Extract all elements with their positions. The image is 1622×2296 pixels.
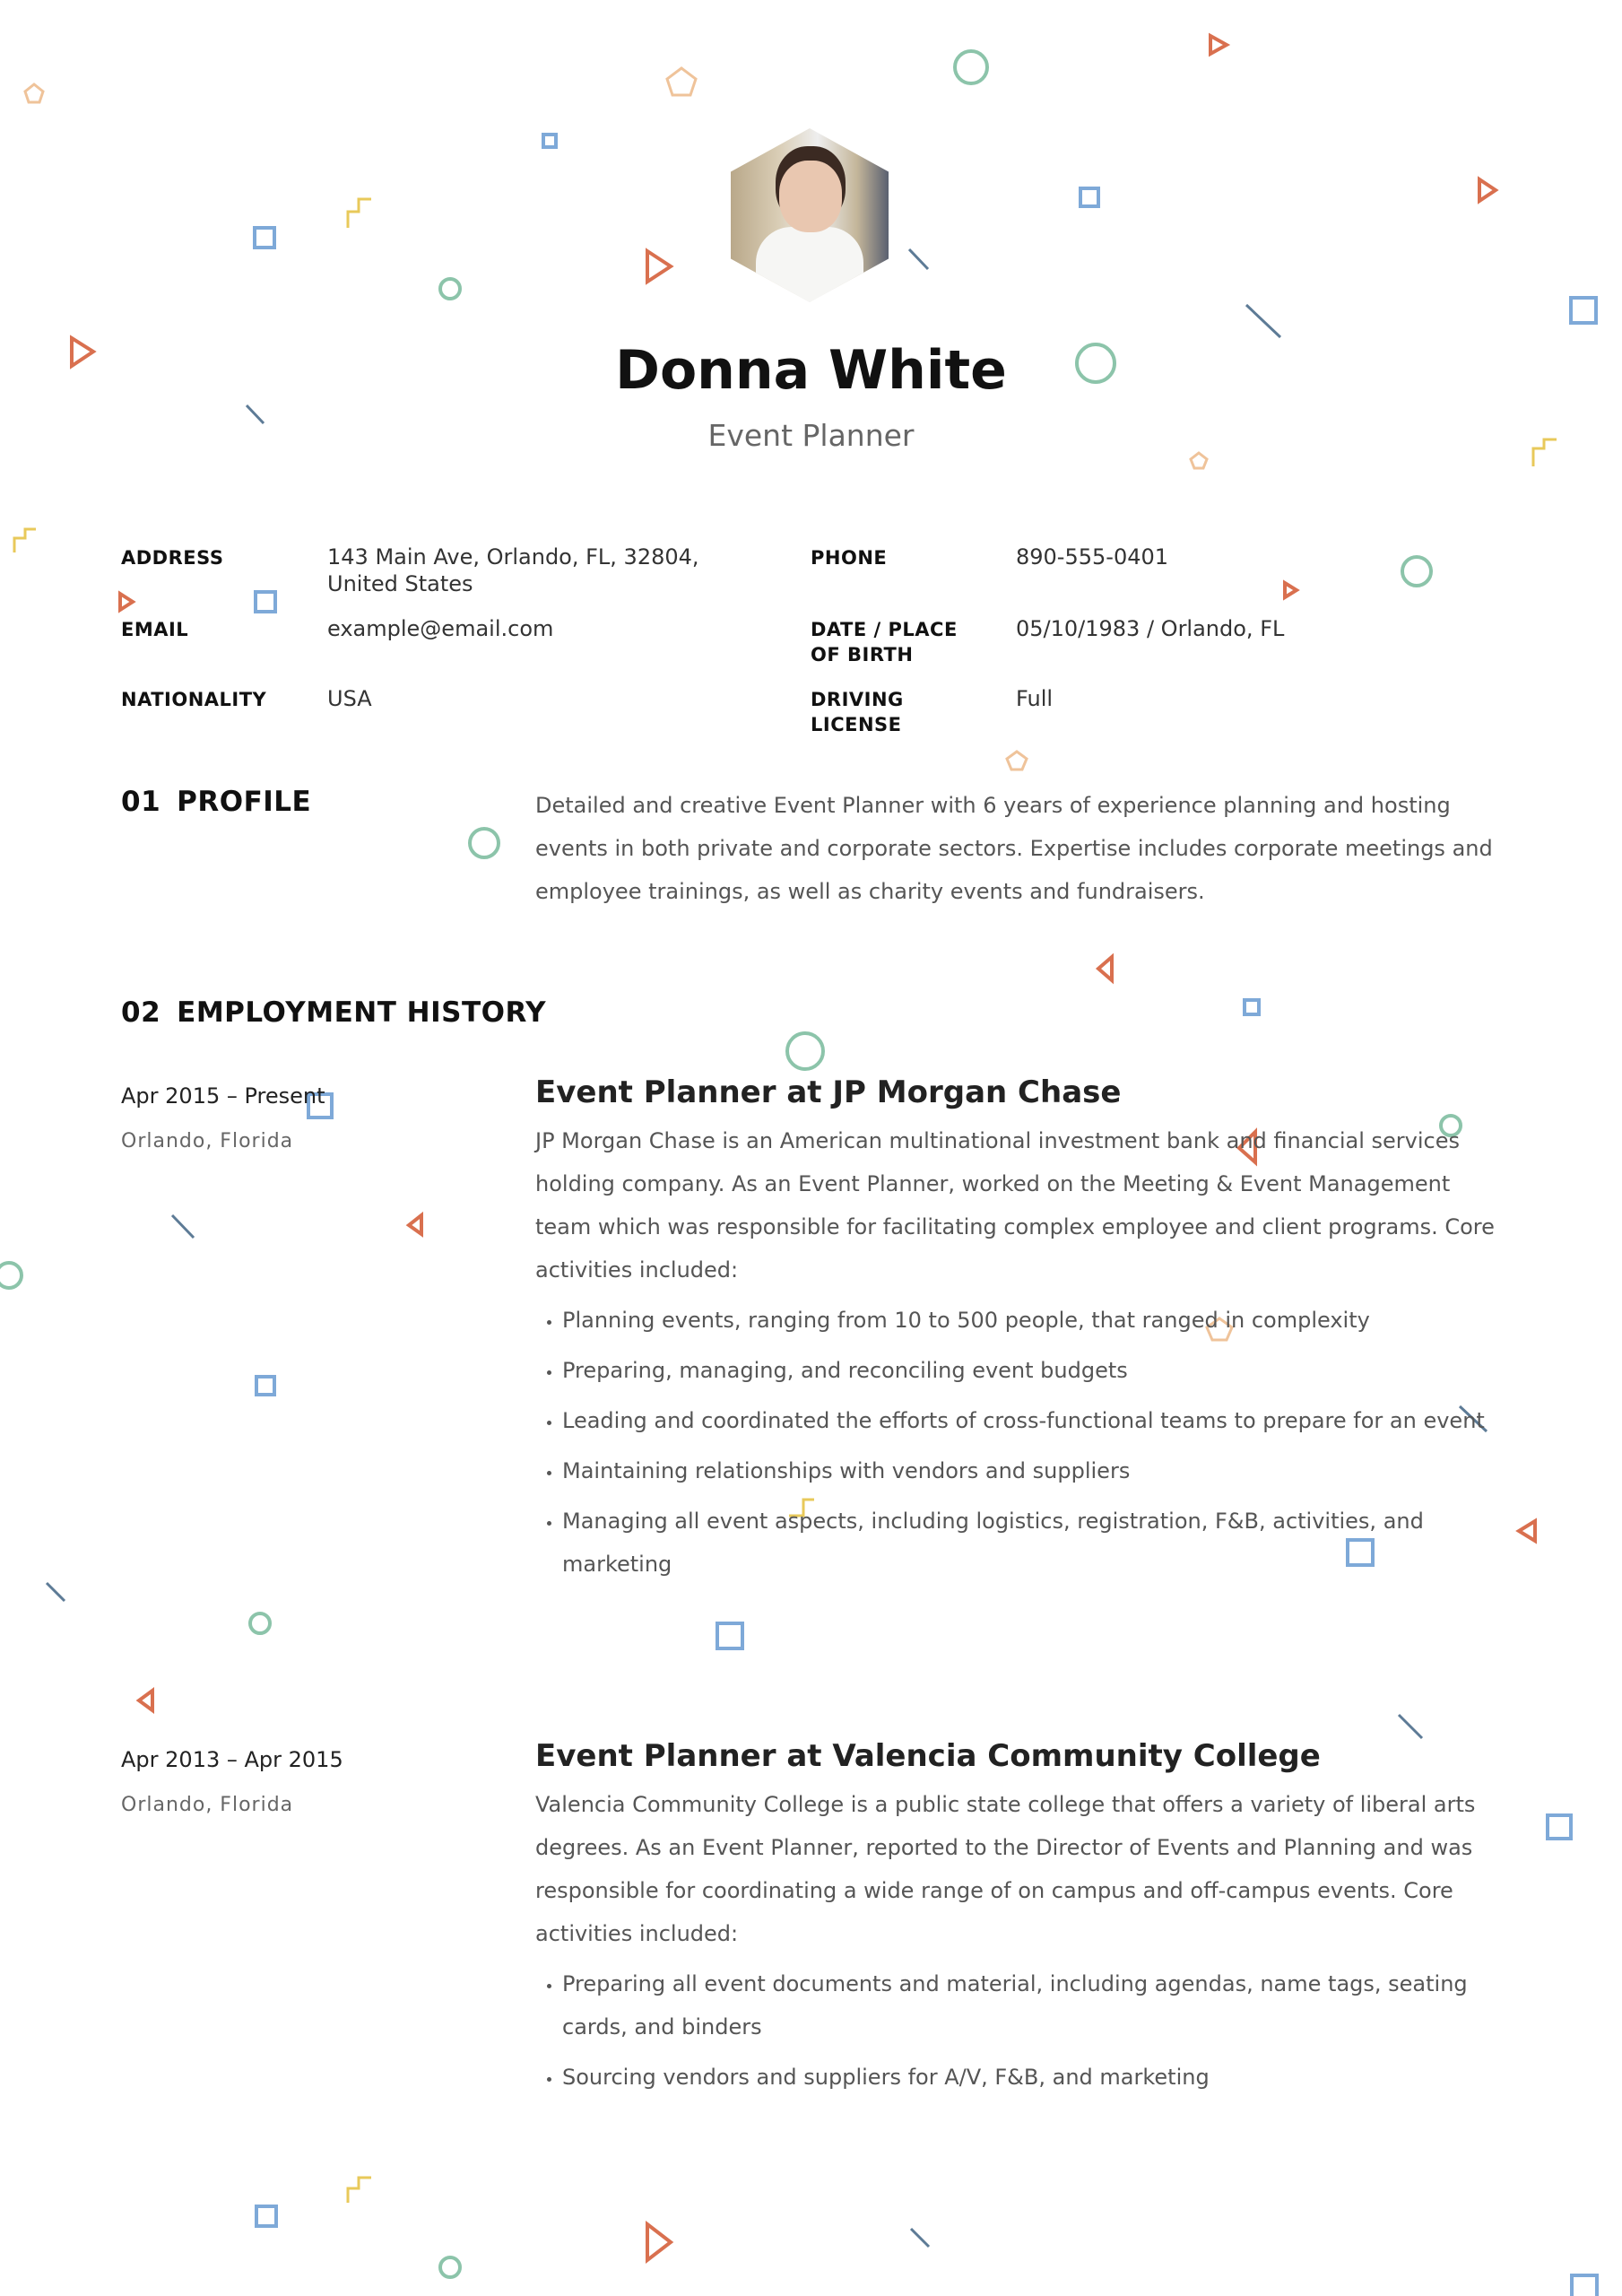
job-description: Valencia Community College is a public state college that offers a variety of liberal arts degrees. As an Event Planner, reported to the Director of Events and Planning and was responsible for coordinating a wide range of on campus and off-campus events. Core activities included:: [535, 1792, 1476, 1946]
job-entry: [535, 1074, 1504, 1593]
profile-text: Detailed and creative Event Planner with 6 years of experience planning and hosting events in both private and corporate sectors. Expertise includes corporate meetings and employee trainings, as well as charity events and fundraisers.: [535, 793, 1493, 904]
list-item: • Planning events, ranging from 10 to 500 people, that ranged in complexity: [562, 1299, 1495, 1342]
job-dates: Apr 2013 – Apr 2015: [121, 1747, 343, 1772]
list-item: • Sourcing vendors and suppliers for A/V, F&B, and marketing: [562, 2056, 1495, 2099]
section-title: PROFILE: [177, 786, 312, 818]
job-title: Event Planner at Valencia Community College: [535, 1738, 1321, 1774]
nationality-label: NATIONALITY: [121, 689, 267, 710]
list-item: • Preparing all event documents and material, including agendas, name tags, seating cards, and binders: [562, 1962, 1495, 2048]
email-label: EMAIL: [121, 619, 189, 640]
list-item: • Maintaining relationships with vendors and suppliers: [562, 1449, 1495, 1492]
dob-value: 05/10/1983 / Orlando, FL: [1016, 616, 1285, 641]
list-item: • Managing all event aspects, including logistics, registration, F&B, activities, and marketing: [562, 1500, 1495, 1586]
job-location: Orlando, Florida: [121, 1130, 294, 1152]
license-label: DRIVING LICENSE: [811, 689, 904, 735]
candidate-title: Event Planner: [707, 418, 915, 453]
job-bullets: [535, 1962, 1504, 2099]
phone-value: 890-555-0401: [1016, 544, 1169, 570]
profile-heading: [121, 786, 311, 818]
job-entry: [535, 1738, 1504, 2106]
employment-heading: [121, 996, 546, 1029]
nationality-value: USA: [327, 686, 372, 711]
job-description: JP Morgan Chase is an American multinational investment bank and financial services holding company. As an Event Planner, worked on the Meeting & Event Management team which was responsible for facilitating complex employee and client programs. Core activities included:: [535, 1128, 1495, 1283]
section-number: 02: [121, 996, 161, 1029]
job-title: Event Planner at JP Morgan Chase: [535, 1074, 1122, 1110]
dob-label: DATE / PLACE OF BIRTH: [811, 619, 958, 665]
job-dates: Apr 2015 – Present: [121, 1083, 325, 1109]
job-location: Orlando, Florida: [121, 1794, 294, 1816]
address-value: [327, 544, 699, 597]
email-value[interactable]: example@email.com: [327, 616, 554, 641]
address-country: United States: [327, 571, 473, 596]
phone-label: PHONE: [811, 547, 888, 569]
list-item: • Preparing, managing, and reconciling event budgets: [562, 1349, 1495, 1392]
address-line: 143 Main Ave, Orlando, FL, 32804,: [327, 544, 699, 570]
address-label: ADDRESS: [121, 547, 224, 569]
candidate-name: Donna White: [615, 339, 1007, 402]
job-bullets: [535, 1299, 1504, 1586]
section-title: EMPLOYMENT HISTORY: [177, 996, 547, 1029]
section-number: 01: [121, 786, 161, 818]
license-value: Full: [1016, 686, 1054, 711]
list-item: • Leading and coordinated the efforts of cross-functional teams to prepare for an event: [562, 1399, 1495, 1442]
